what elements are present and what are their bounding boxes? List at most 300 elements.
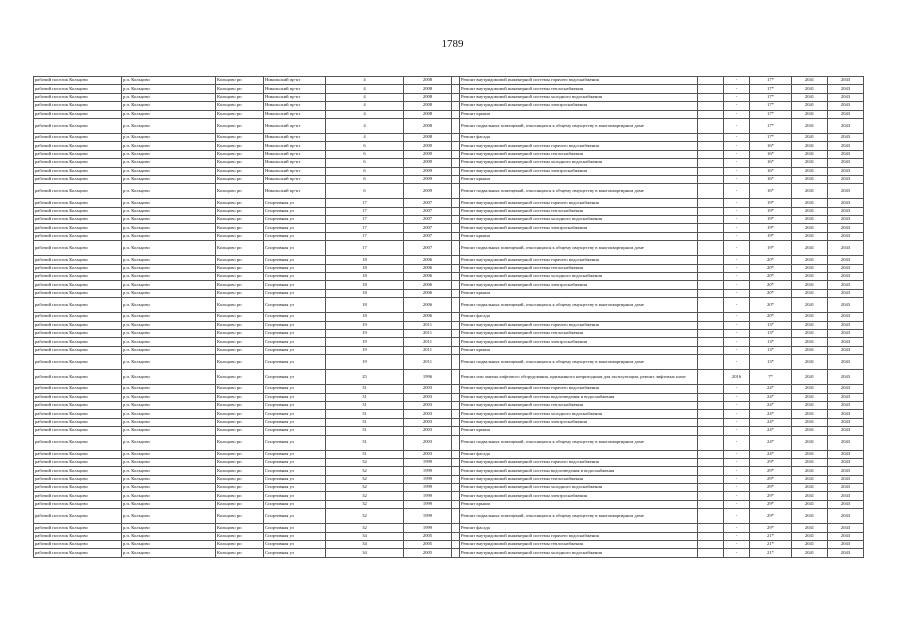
house-cell: 31 [326, 385, 404, 393]
street-cell: Спортивная ул [264, 500, 326, 508]
term-cell: 20* [750, 298, 792, 313]
year-cell: 2007 [404, 224, 452, 232]
work-cell: Ремонт внутридомовой инженерной системы теплоснабжения [460, 541, 698, 549]
year-cell: 2008 [404, 102, 452, 110]
house-cell: 4 [326, 110, 404, 118]
locality-cell: р.п. Кольцово [122, 118, 216, 133]
spacer-cell [452, 133, 460, 141]
end-year-cell: 2043 [828, 133, 864, 141]
term-cell: 7* [750, 370, 792, 385]
work-cell: Ремонт крыши [460, 500, 698, 508]
blank-cell [698, 329, 724, 337]
street-cell: Спортивная ул [264, 492, 326, 500]
street-cell: Спортивная ул [264, 475, 326, 483]
table-row [34, 500, 864, 508]
municipality-cell: Кольцово рп [216, 393, 264, 401]
municipality-cell: Кольцово рп [216, 150, 264, 158]
term-cell: 16* [750, 184, 792, 199]
cost-cell: - [724, 450, 750, 458]
locality-cell: р.п. Кольцово [122, 133, 216, 141]
table-row [34, 133, 864, 141]
locality-cell: р.п. Кольцово [122, 450, 216, 458]
work-cell: Ремонт крыши [460, 232, 698, 240]
municipality-cell: Кольцово рп [216, 118, 264, 133]
start-year-cell: 2041 [792, 385, 828, 393]
street-cell: Спортивная ул [264, 273, 326, 281]
street-cell: Никольский пр-кт [264, 85, 326, 93]
end-year-cell: 2043 [828, 500, 864, 508]
locality-cell: р.п. Кольцово [122, 264, 216, 272]
work-cell: Ремонт внутридомовой инженерной системы холодного водоснабжения [460, 273, 698, 281]
blank-cell [698, 458, 724, 466]
municipality-cell: Кольцово рп [216, 541, 264, 549]
work-cell: Ремонт подвальных помещений, относящихся к общему имуществу в многоквартирном доме [460, 118, 698, 133]
spacer-cell [452, 256, 460, 264]
work-cell: Ремонт внутридомовой инженерной системы теплоснабжения [460, 207, 698, 215]
term-cell: 29* [750, 458, 792, 466]
blank-cell [698, 346, 724, 354]
locality-cell: р.п. Кольцово [122, 184, 216, 199]
spacer-cell [452, 435, 460, 450]
house-cell: 18 [326, 289, 404, 297]
blank-cell [698, 401, 724, 409]
start-year-cell: 2041 [792, 355, 828, 370]
house-cell: 19 [326, 321, 404, 329]
settlement-cell: рабочий поселок Кольцово [34, 541, 122, 549]
year-cell: 2007 [404, 232, 452, 240]
term-cell: 29* [750, 509, 792, 524]
street-cell: Спортивная ул [264, 370, 326, 385]
street-cell: Спортивная ул [264, 401, 326, 409]
table-row [34, 159, 864, 167]
cost-cell: - [724, 216, 750, 224]
table-row [34, 410, 864, 418]
end-year-cell: 2043 [828, 207, 864, 215]
spacer-cell [452, 475, 460, 483]
settlement-cell: рабочий поселок Кольцово [34, 401, 122, 409]
locality-cell: р.п. Кольцово [122, 102, 216, 110]
cost-cell: - [724, 256, 750, 264]
locality-cell: р.п. Кольцово [122, 321, 216, 329]
house-cell: 32 [326, 500, 404, 508]
blank-cell [698, 110, 724, 118]
table-row [34, 118, 864, 133]
settlement-cell: рабочий поселок Кольцово [34, 207, 122, 215]
locality-cell: р.п. Кольцово [122, 418, 216, 426]
start-year-cell: 2041 [792, 281, 828, 289]
settlement-cell: рабочий поселок Кольцово [34, 150, 122, 158]
street-cell: Спортивная ул [264, 509, 326, 524]
locality-cell: р.п. Кольцово [122, 175, 216, 183]
term-cell: 16* [750, 175, 792, 183]
spacer-cell [452, 85, 460, 93]
work-cell: Ремонт внутридомовой инженерной системы электроснабжения [460, 418, 698, 426]
house-cell: 4 [326, 77, 404, 85]
table-row [34, 346, 864, 354]
cost-cell: - [724, 133, 750, 141]
blank-cell [698, 321, 724, 329]
term-cell: 17* [750, 133, 792, 141]
cost-cell: - [724, 492, 750, 500]
end-year-cell: 2043 [828, 118, 864, 133]
cost-cell: - [724, 355, 750, 370]
blank-cell [698, 370, 724, 385]
settlement-cell: рабочий поселок Кольцово [34, 118, 122, 133]
term-cell: 16* [750, 150, 792, 158]
cost-cell: - [724, 500, 750, 508]
municipality-cell: Кольцово рп [216, 385, 264, 393]
year-cell: 2003 [404, 450, 452, 458]
locality-cell: р.п. Кольцово [122, 167, 216, 175]
settlement-cell: рабочий поселок Кольцово [34, 329, 122, 337]
street-cell: Спортивная ул [264, 435, 326, 450]
work-cell: Ремонт крыши [460, 110, 698, 118]
cost-cell: - [724, 509, 750, 524]
year-cell: 2006 [404, 256, 452, 264]
year-cell: 2003 [404, 418, 452, 426]
cost-cell: - [724, 401, 750, 409]
cost-cell: 2016 [724, 370, 750, 385]
cost-cell: - [724, 427, 750, 435]
term-cell: 19* [750, 241, 792, 256]
locality-cell: р.п. Кольцово [122, 85, 216, 93]
end-year-cell: 2043 [828, 102, 864, 110]
table-row [34, 167, 864, 175]
municipality-cell: Кольцово рп [216, 524, 264, 532]
spacer-cell [452, 500, 460, 508]
end-year-cell: 2043 [828, 338, 864, 346]
work-cell: Ремонт внутридомовой инженерной системы теплоснабжения [460, 150, 698, 158]
municipality-cell: Кольцово рп [216, 492, 264, 500]
year-cell: 2007 [404, 216, 452, 224]
table-row [34, 298, 864, 313]
municipality-cell: Кольцово рп [216, 175, 264, 183]
house-cell: 31 [326, 450, 404, 458]
term-cell: 21* [750, 532, 792, 540]
table-row [34, 256, 864, 264]
year-cell: 2009 [404, 175, 452, 183]
house-cell: 32 [326, 484, 404, 492]
term-cell: 24* [750, 393, 792, 401]
table-row [34, 321, 864, 329]
house-cell: 32 [326, 492, 404, 500]
term-cell: 19* [750, 232, 792, 240]
municipality-cell: Кольцово рп [216, 450, 264, 458]
term-cell: 20* [750, 273, 792, 281]
house-cell: 18 [326, 298, 404, 313]
work-cell: Ремонт внутридомовой инженерной системы водоотведения и водоснабжения [460, 393, 698, 401]
term-cell: 29* [750, 500, 792, 508]
work-cell: Ремонт внутридомовой инженерной системы теплоснабжения [460, 475, 698, 483]
street-cell: Спортивная ул [264, 241, 326, 256]
term-cell: 16* [750, 142, 792, 150]
start-year-cell: 2041 [792, 393, 828, 401]
cost-cell: - [724, 467, 750, 475]
street-cell: Спортивная ул [264, 418, 326, 426]
locality-cell: р.п. Кольцово [122, 77, 216, 85]
municipality-cell: Кольцово рп [216, 338, 264, 346]
house-cell: 19 [326, 346, 404, 354]
locality-cell: р.п. Кольцово [122, 232, 216, 240]
blank-cell [698, 175, 724, 183]
term-cell: 29* [750, 524, 792, 532]
start-year-cell: 2041 [792, 241, 828, 256]
spacer-cell [452, 167, 460, 175]
end-year-cell: 2043 [828, 393, 864, 401]
settlement-cell: рабочий поселок Кольцово [34, 110, 122, 118]
year-cell: 2006 [404, 289, 452, 297]
work-cell: Ремонт внутридомовой инженерной системы горячего водоснабжения [460, 321, 698, 329]
work-cell: Ремонт внутридомовой инженерной системы электроснабжения [460, 281, 698, 289]
cost-cell: - [724, 393, 750, 401]
term-cell: 20* [750, 313, 792, 321]
work-cell: Ремонт внутридомовой инженерной системы горячего водоснабжения [460, 532, 698, 540]
blank-cell [698, 338, 724, 346]
street-cell: Спортивная ул [264, 313, 326, 321]
table-row [34, 370, 864, 385]
cost-cell: - [724, 289, 750, 297]
year-cell: 2011 [404, 338, 452, 346]
municipality-cell: Кольцово рп [216, 475, 264, 483]
settlement-cell: рабочий поселок Кольцово [34, 338, 122, 346]
settlement-cell: рабочий поселок Кольцово [34, 241, 122, 256]
year-cell: 2007 [404, 241, 452, 256]
start-year-cell: 2041 [792, 224, 828, 232]
locality-cell: р.п. Кольцово [122, 458, 216, 466]
start-year-cell: 2041 [792, 289, 828, 297]
settlement-cell: рабочий поселок Кольцово [34, 500, 122, 508]
house-cell: 6 [326, 159, 404, 167]
settlement-cell: рабочий поселок Кольцово [34, 159, 122, 167]
work-cell: Ремонт подвальных помещений, относящихся к общему имуществу в многоквартирном доме [460, 184, 698, 199]
year-cell: 2009 [404, 184, 452, 199]
end-year-cell: 2043 [828, 524, 864, 532]
start-year-cell: 2041 [792, 93, 828, 101]
street-cell: Спортивная ул [264, 541, 326, 549]
start-year-cell: 2041 [792, 207, 828, 215]
end-year-cell: 2043 [828, 77, 864, 85]
year-cell: 2003 [404, 393, 452, 401]
end-year-cell: 2043 [828, 256, 864, 264]
blank-cell [698, 484, 724, 492]
locality-cell: р.п. Кольцово [122, 199, 216, 207]
settlement-cell: рабочий поселок Кольцово [34, 355, 122, 370]
year-cell: 1999 [404, 475, 452, 483]
spacer-cell [452, 393, 460, 401]
municipality-cell: Кольцово рп [216, 427, 264, 435]
house-cell: 6 [326, 175, 404, 183]
end-year-cell: 2043 [828, 509, 864, 524]
blank-cell [698, 385, 724, 393]
table-row [34, 150, 864, 158]
table-row [34, 184, 864, 199]
spacer-cell [452, 484, 460, 492]
municipality-cell: Кольцово рп [216, 435, 264, 450]
locality-cell: р.п. Кольцово [122, 355, 216, 370]
cost-cell: - [724, 150, 750, 158]
table-row [34, 77, 864, 85]
year-cell: 2011 [404, 355, 452, 370]
blank-cell [698, 500, 724, 508]
blank-cell [698, 541, 724, 549]
table-row [34, 273, 864, 281]
term-cell: 29* [750, 492, 792, 500]
work-cell: Ремонт внутридомовой инженерной системы холодного водоснабжения [460, 93, 698, 101]
spacer-cell [452, 385, 460, 393]
year-cell: 1996 [404, 370, 452, 385]
house-cell: 6 [326, 167, 404, 175]
municipality-cell: Кольцово рп [216, 159, 264, 167]
locality-cell: р.п. Кольцово [122, 329, 216, 337]
spacer-cell [452, 346, 460, 354]
settlement-cell: рабочий поселок Кольцово [34, 370, 122, 385]
table-row [34, 313, 864, 321]
start-year-cell: 2041 [792, 77, 828, 85]
blank-cell [698, 224, 724, 232]
year-cell: 2003 [404, 435, 452, 450]
blank-cell [698, 410, 724, 418]
term-cell: 17* [750, 102, 792, 110]
municipality-cell: Кольцово рп [216, 241, 264, 256]
street-cell: Спортивная ул [264, 298, 326, 313]
start-year-cell: 2041 [792, 175, 828, 183]
blank-cell [698, 509, 724, 524]
year-cell: 2005 [404, 541, 452, 549]
cost-cell: - [724, 199, 750, 207]
cost-cell: - [724, 207, 750, 215]
locality-cell: р.п. Кольцово [122, 93, 216, 101]
start-year-cell: 2041 [792, 427, 828, 435]
table-row [34, 329, 864, 337]
house-cell: 4 [326, 93, 404, 101]
year-cell: 2007 [404, 207, 452, 215]
cost-cell: - [724, 484, 750, 492]
year-cell: 1999 [404, 484, 452, 492]
term-cell: 17* [750, 77, 792, 85]
spacer-cell [452, 232, 460, 240]
capital-repair-table [33, 76, 864, 558]
municipality-cell: Кольцово рп [216, 110, 264, 118]
settlement-cell: рабочий поселок Кольцово [34, 77, 122, 85]
locality-cell: р.п. Кольцово [122, 241, 216, 256]
end-year-cell: 2043 [828, 167, 864, 175]
term-cell: 17* [750, 118, 792, 133]
street-cell: Никольский пр-кт [264, 175, 326, 183]
house-cell: 18 [326, 256, 404, 264]
street-cell: Спортивная ул [264, 264, 326, 272]
start-year-cell: 2041 [792, 346, 828, 354]
street-cell: Спортивная ул [264, 224, 326, 232]
settlement-cell: рабочий поселок Кольцово [34, 492, 122, 500]
locality-cell: р.п. Кольцово [122, 142, 216, 150]
cost-cell: - [724, 385, 750, 393]
municipality-cell: Кольцово рп [216, 549, 264, 557]
municipality-cell: Кольцово рп [216, 298, 264, 313]
year-cell: 2011 [404, 329, 452, 337]
cost-cell: - [724, 298, 750, 313]
work-cell: Ремонт внутридомовой инженерной системы теплоснабжения [460, 85, 698, 93]
street-cell: Спортивная ул [264, 216, 326, 224]
blank-cell [698, 150, 724, 158]
table-row [34, 85, 864, 93]
blank-cell [698, 93, 724, 101]
settlement-cell: рабочий поселок Кольцово [34, 102, 122, 110]
end-year-cell: 2043 [828, 313, 864, 321]
spacer-cell [452, 313, 460, 321]
municipality-cell: Кольцово рп [216, 142, 264, 150]
spacer-cell [452, 102, 460, 110]
spacer-cell [452, 289, 460, 297]
start-year-cell: 2041 [792, 133, 828, 141]
house-cell: 6 [326, 150, 404, 158]
table-row [34, 289, 864, 297]
table-row [34, 142, 864, 150]
end-year-cell: 2043 [828, 492, 864, 500]
cost-cell: - [724, 524, 750, 532]
start-year-cell: 2041 [792, 232, 828, 240]
year-cell: 2008 [404, 77, 452, 85]
settlement-cell: рабочий поселок Кольцово [34, 142, 122, 150]
year-cell: 2003 [404, 410, 452, 418]
settlement-cell: рабочий поселок Кольцово [34, 549, 122, 557]
start-year-cell: 2041 [792, 509, 828, 524]
house-cell: 18 [326, 281, 404, 289]
end-year-cell: 2043 [828, 224, 864, 232]
work-cell: Ремонт крыши [460, 427, 698, 435]
municipality-cell: Кольцово рп [216, 281, 264, 289]
municipality-cell: Кольцово рп [216, 232, 264, 240]
work-cell: Ремонт крыши [460, 175, 698, 183]
year-cell: 2009 [404, 142, 452, 150]
blank-cell [698, 313, 724, 321]
municipality-cell: Кольцово рп [216, 289, 264, 297]
locality-cell: р.п. Кольцово [122, 159, 216, 167]
house-cell: 19 [326, 338, 404, 346]
house-cell: 31 [326, 401, 404, 409]
end-year-cell: 2043 [828, 329, 864, 337]
work-cell: Ремонт внутридомовой инженерной системы электроснабжения [460, 492, 698, 500]
work-cell: Ремонт внутридомовой инженерной системы горячего водоснабжения [460, 77, 698, 85]
settlement-cell: рабочий поселок Кольцово [34, 393, 122, 401]
house-cell: 32 [326, 524, 404, 532]
start-year-cell: 2041 [792, 370, 828, 385]
blank-cell [698, 549, 724, 557]
spacer-cell [452, 321, 460, 329]
start-year-cell: 2041 [792, 256, 828, 264]
work-cell: Ремонт внутридомовой инженерной системы электроснабжения [460, 224, 698, 232]
term-cell: 17* [750, 85, 792, 93]
blank-cell [698, 241, 724, 256]
locality-cell: р.п. Кольцово [122, 549, 216, 557]
work-cell: Ремонт внутридомовой инженерной системы горячего водоснабжения [460, 458, 698, 466]
blank-cell [698, 77, 724, 85]
start-year-cell: 2041 [792, 313, 828, 321]
municipality-cell: Кольцово рп [216, 264, 264, 272]
settlement-cell: рабочий поселок Кольцово [34, 524, 122, 532]
work-cell: Ремонт или замена лифтового оборудования, признанного непригодным для эксплуатации, ремонт лифтовых шахт [460, 370, 698, 385]
spacer-cell [452, 264, 460, 272]
spacer-cell [452, 427, 460, 435]
street-cell: Спортивная ул [264, 484, 326, 492]
table-row [34, 281, 864, 289]
settlement-cell: рабочий поселок Кольцово [34, 184, 122, 199]
term-cell: 16* [750, 167, 792, 175]
municipality-cell: Кольцово рп [216, 102, 264, 110]
settlement-cell: рабочий поселок Кольцово [34, 475, 122, 483]
year-cell: 1999 [404, 467, 452, 475]
municipality-cell: Кольцово рп [216, 370, 264, 385]
work-cell: Ремонт внутридомовой инженерной системы холодного водоснабжения [460, 159, 698, 167]
